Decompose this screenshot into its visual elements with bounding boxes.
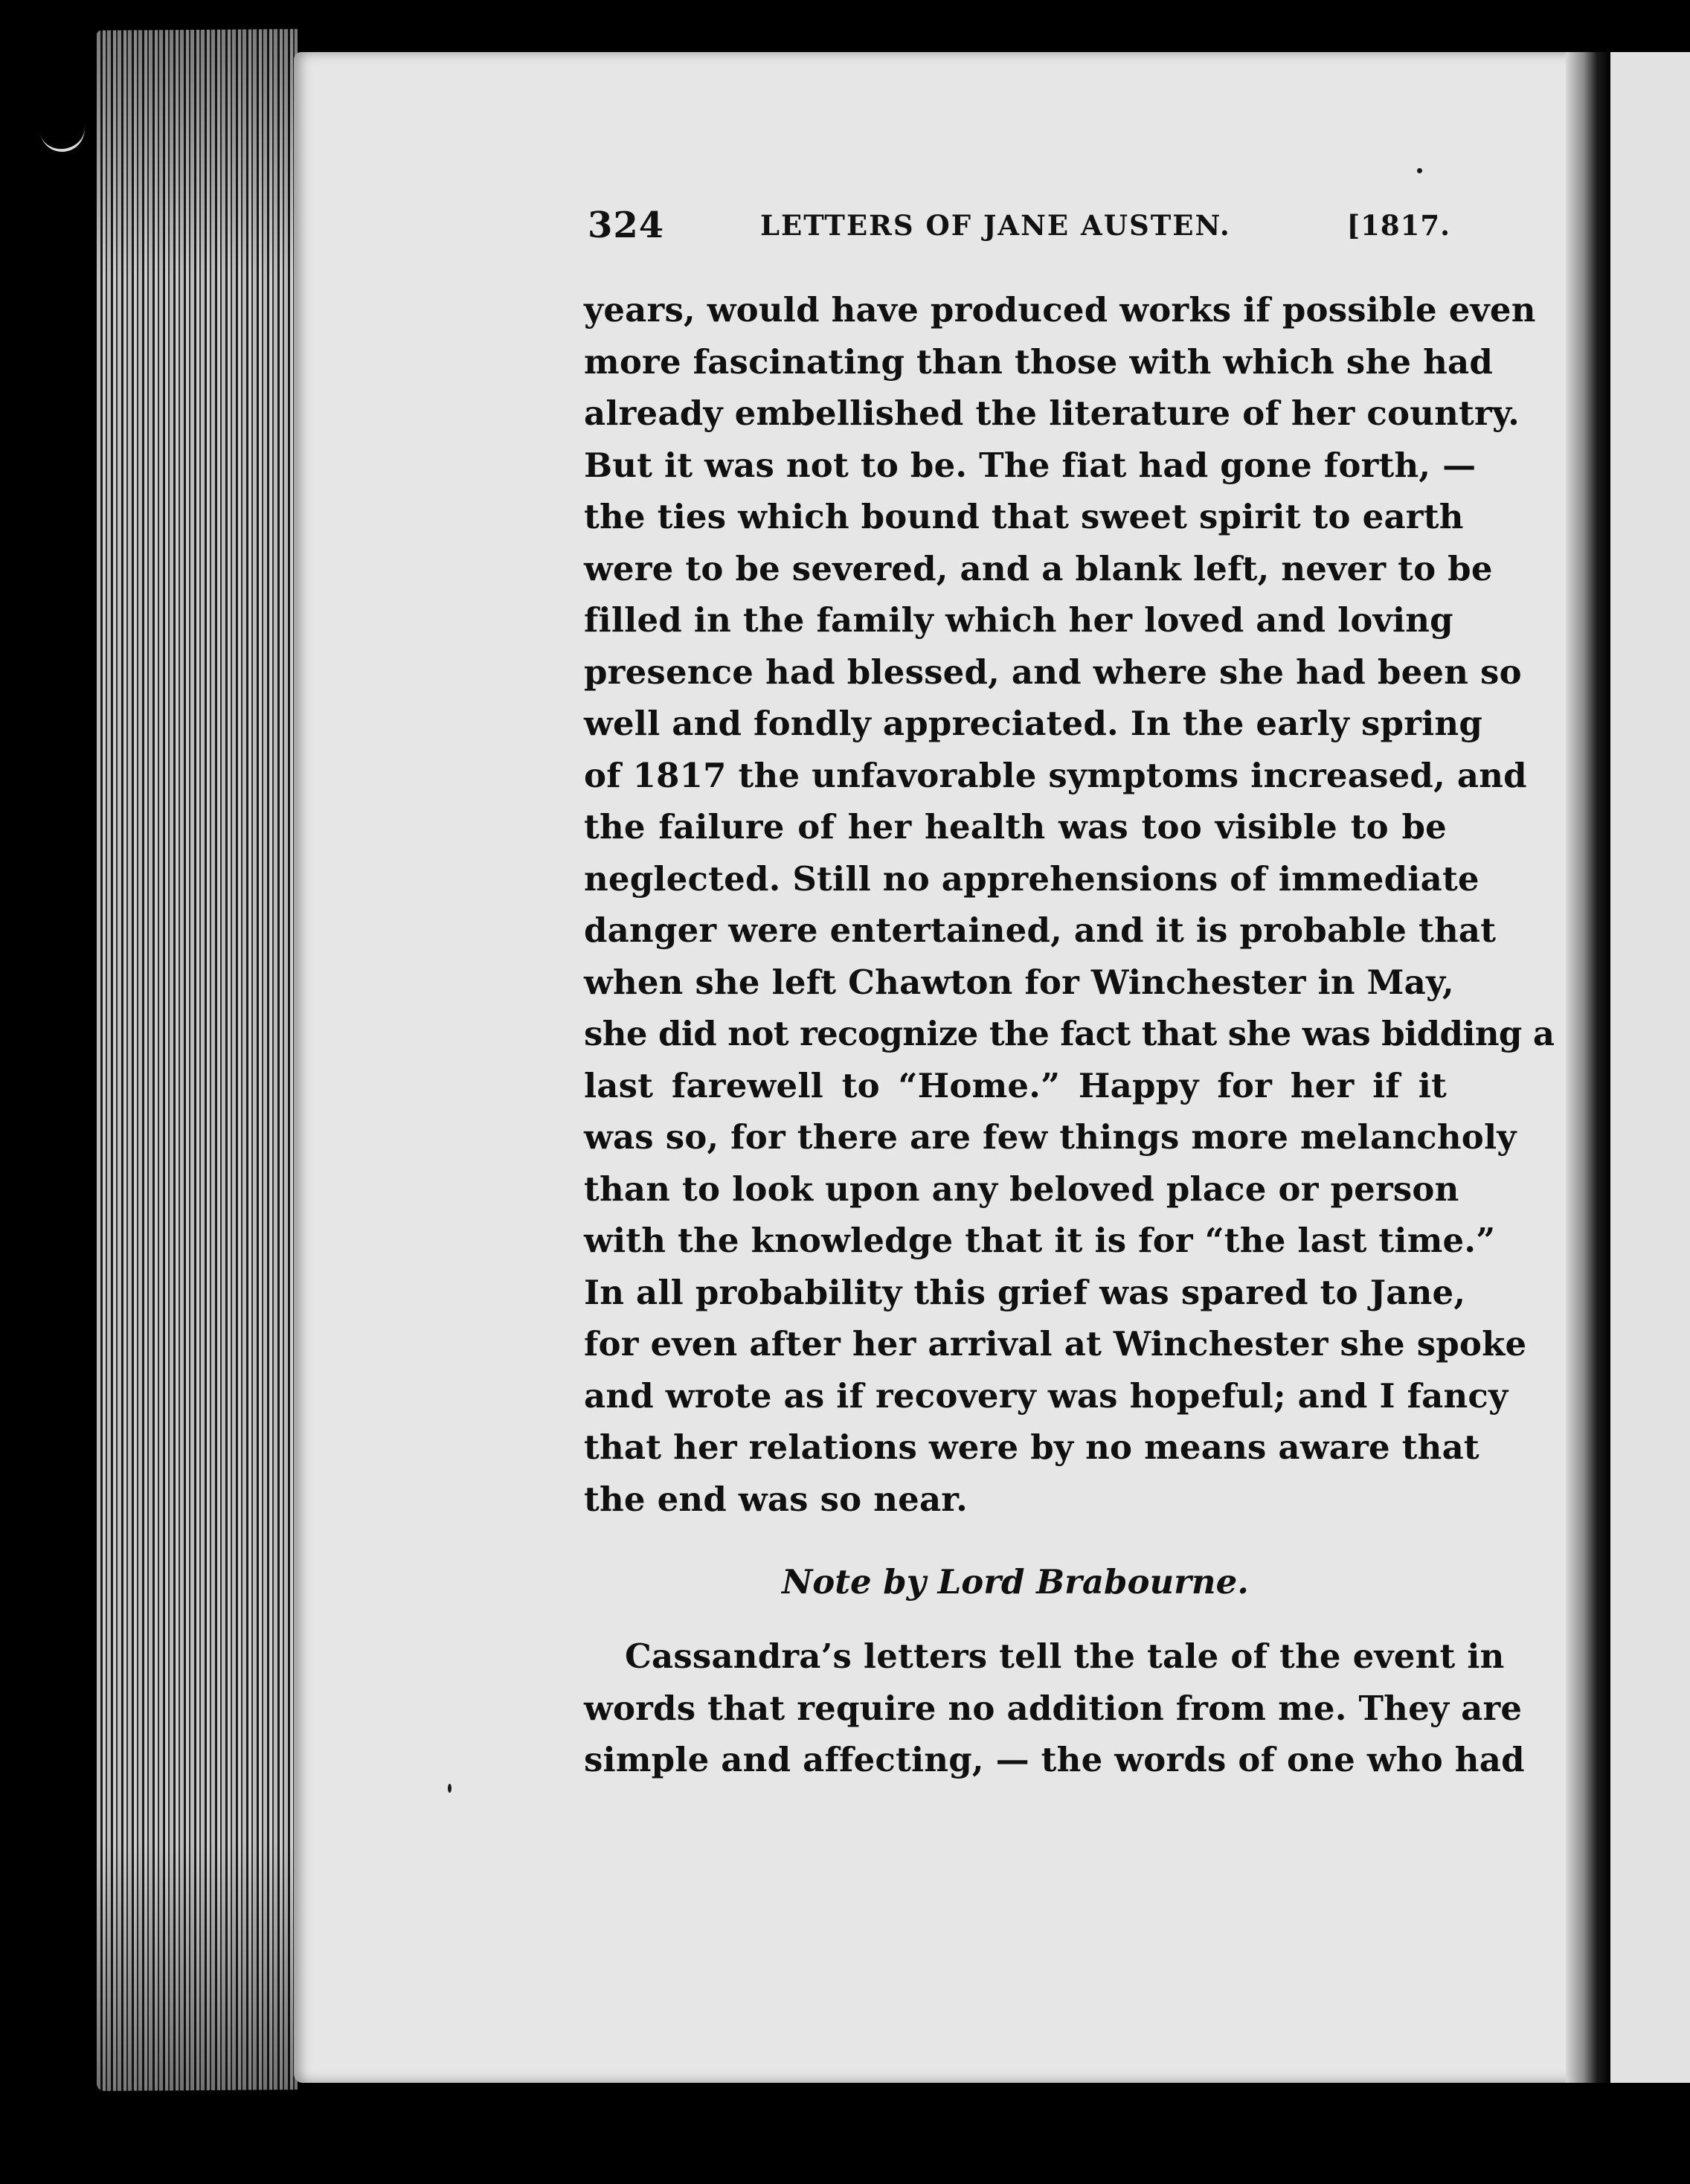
page-number: 324: [588, 205, 665, 246]
text-line: years, would have produced works if possible even: [584, 290, 1536, 330]
text-line: and wrote as if recovery was hopeful; and I fancy: [584, 1375, 1509, 1416]
text-line: last farewell to “Home.” Happy for her if it: [584, 1065, 1447, 1105]
text-line: words that require no addition from me. They are: [584, 1688, 1523, 1728]
text-line: more fascinating than those with which she had: [584, 341, 1494, 382]
text-line: for even after her arrival at Winchester she spoke: [584, 1324, 1527, 1364]
book-spine-shadow: [1566, 52, 1610, 2083]
text-line: danger were entertained, and it is probable that: [584, 910, 1497, 950]
text-line: the end was so near.: [584, 1479, 968, 1519]
scan-artifact-mark: [39, 115, 89, 155]
paragraph-1: [584, 284, 1555, 1525]
text-line: simple and affecting, — the words of one who had: [584, 1740, 1525, 1779]
text-line: she did not recognize the fact that she was bidding a: [584, 1014, 1555, 1053]
text-line: presence had blessed, and where she had been so: [584, 652, 1522, 692]
scan-speck: [448, 1784, 452, 1793]
text-line: than to look upon any beloved place or person: [584, 1169, 1459, 1209]
text-line: already embellished the literature of her country.: [584, 394, 1520, 433]
text-line: with the knowledge that it is for “the last time.”: [584, 1221, 1496, 1260]
body-text: [584, 284, 1555, 1779]
text-line: filled in the family which her loved and loving: [584, 600, 1453, 640]
paragraph-2: [584, 1631, 1525, 1786]
scan-speck: [1417, 168, 1422, 173]
text-line: well and fondly appreciated. In the early spring: [584, 704, 1483, 743]
running-year: [1817.: [1346, 209, 1450, 242]
running-header: [588, 205, 1450, 257]
text-line: was so, for there are few things more melancholy: [584, 1117, 1517, 1157]
text-line: that her relations were by no means aware that: [584, 1427, 1479, 1467]
text-line: were to be severed, and a blank left, never to be: [584, 548, 1493, 588]
text-line: the failure of her health was too visible to be: [584, 807, 1447, 847]
text-line: of 1817 the unfavorable symptoms increased, and: [584, 755, 1527, 795]
text-line: neglected. Still no apprehensions of immediate: [584, 858, 1479, 899]
page-edges-stack: [97, 29, 298, 2091]
running-title: LETTERS OF JANE AUSTEN.: [760, 209, 1231, 242]
text-line: Cassandra’s letters tell the tale of the event in: [625, 1637, 1505, 1676]
text-line: the ties which bound that sweet spirit to earth: [584, 497, 1464, 536]
text-line: when she left Chawton for Winchester in May,: [584, 962, 1454, 1002]
facing-page-edge: [1610, 52, 1690, 2083]
note-heading: Note by Lord Brabourne.: [782, 1562, 1249, 1602]
text-line: In all probability this grief was spared to Jane,: [584, 1272, 1466, 1312]
text-line: But it was not to be. The fiat had gone forth, —: [584, 445, 1477, 485]
